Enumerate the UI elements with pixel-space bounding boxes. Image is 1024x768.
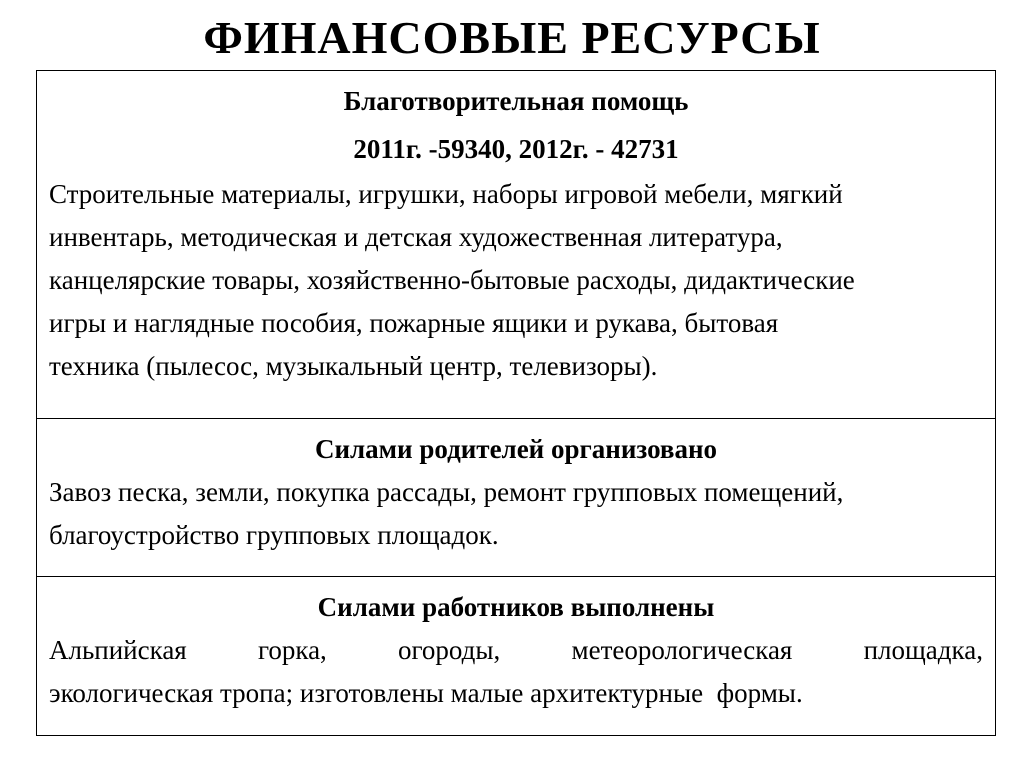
charity-amounts: 2011г. -59340, 2012г. - 42731 — [353, 134, 679, 164]
content-table — [36, 70, 996, 736]
staff-line: экологическая тропа; изготовлены малые архитектурные формы. — [49, 678, 803, 708]
charity-heading: Благотворительная помощь — [343, 86, 689, 116]
staff-section — [37, 577, 995, 735]
staff-word: площадка, — [863, 635, 983, 665]
charity-line: игры и наглядные пособия, пожарные ящики и рукава, бытовая — [49, 308, 779, 338]
parents-section — [37, 419, 995, 577]
charity-line: Строительные материалы, игрушки, наборы игровой мебели, мягкий — [49, 179, 843, 209]
page-title: ФИНАНСОВЫЕ РЕСУРСЫ — [203, 12, 821, 63]
charity-line: инвентарь, методическая и детская художественная литература, — [49, 222, 783, 252]
charity-section — [37, 71, 995, 419]
parents-line: благоустройство групповых площадок. — [49, 520, 499, 550]
staff-heading: Силами работников выполнены — [317, 592, 715, 622]
staff-description — [49, 623, 983, 715]
charity-line: техника (пылесос, музыкальный центр, телевизоры). — [49, 351, 658, 381]
parents-heading: Силами родителей организовано — [314, 434, 718, 464]
parents-description — [49, 465, 983, 557]
charity-line: канцелярские товары, хозяйственно-бытовые расходы, дидактические — [49, 265, 855, 295]
staff-word: метеорологическая — [571, 635, 793, 665]
staff-line-justified — [49, 629, 983, 672]
staff-word: горка, — [257, 635, 327, 665]
charity-description — [49, 165, 983, 388]
staff-word: огороды, — [398, 635, 501, 665]
staff-word: Альпийская — [49, 635, 187, 665]
parents-line: Завоз песка, земли, покупка рассады, ремонт групповых помещений, — [49, 477, 844, 507]
